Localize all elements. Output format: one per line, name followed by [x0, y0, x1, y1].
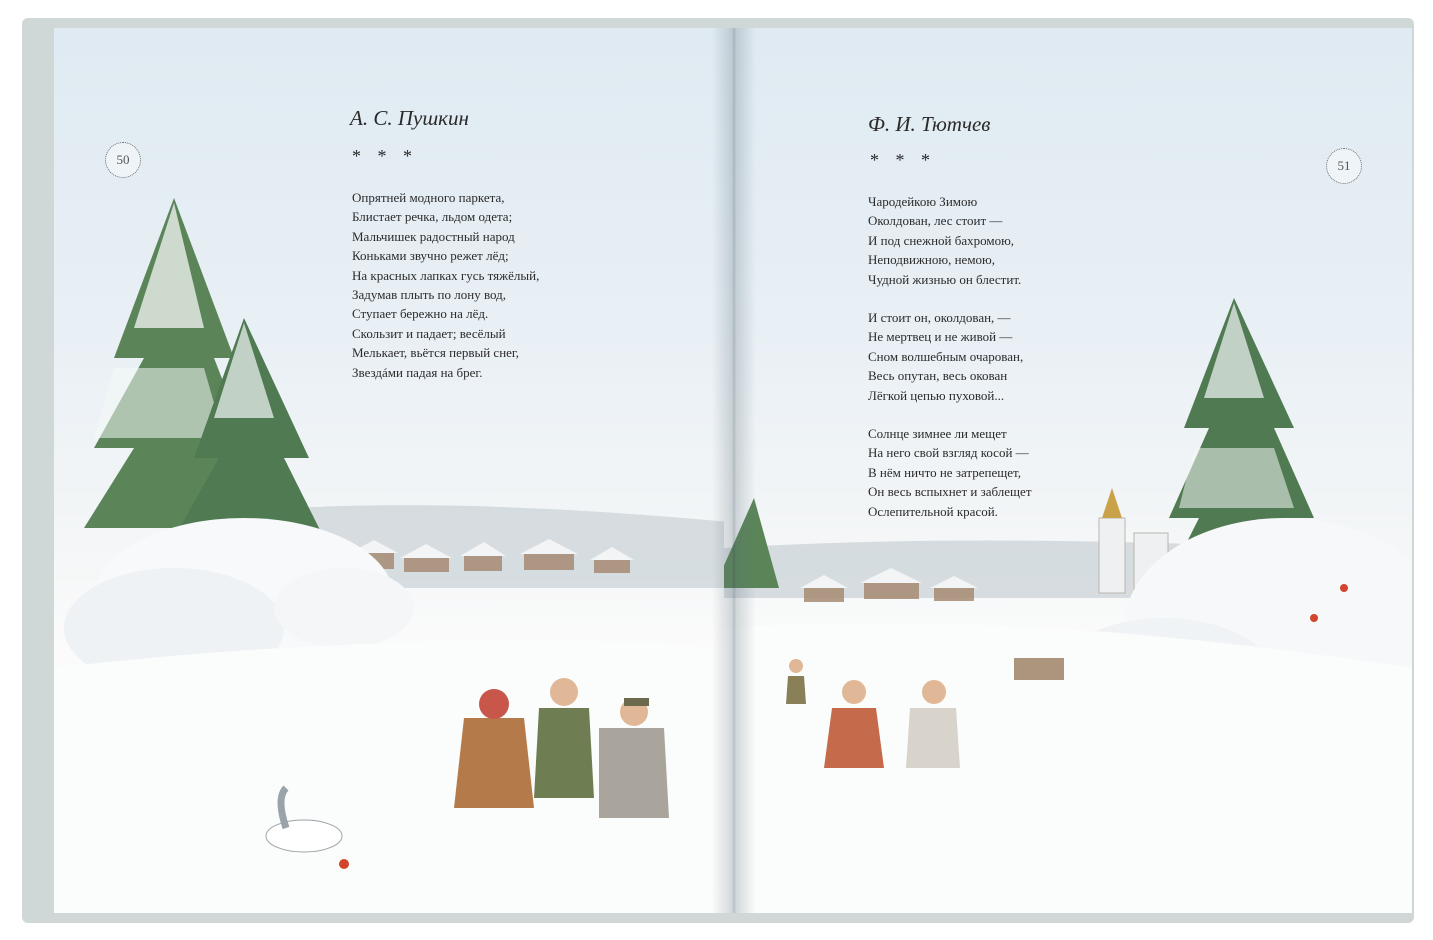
poem-line: Он весь вспыхнет и заблещет: [868, 484, 1032, 500]
poem-line: Звездáми падая на брег.: [352, 364, 483, 380]
book-gutter: [712, 28, 756, 913]
poem-author-left: А. С. Пушкин: [350, 106, 469, 130]
right-illustration: [724, 28, 1412, 913]
book-spread: [22, 18, 1414, 923]
poem-text-left: [352, 188, 539, 382]
poem-line: В нём ничто не затрепещет,: [868, 464, 1021, 480]
poem-line: Весь опутан, весь окован: [868, 368, 1008, 384]
poem-line: Не мертвец и не живой —: [868, 329, 1013, 345]
poem-stars-right: * * *: [870, 150, 936, 170]
children-group-left: [454, 678, 669, 818]
poem-line: Лёгкой цепью пуховой...: [868, 387, 1005, 403]
poem-line: Солнце зимнее ли мещет: [868, 426, 1007, 442]
poem-stars-left: * * *: [352, 146, 418, 166]
poem-stanza: [868, 192, 1032, 289]
poem-line: Чудной жизнью он блестит.: [868, 271, 1022, 287]
poem-line: На него свой взгляд косой —: [868, 445, 1029, 461]
poem-line: Сном волшебным очарован,: [868, 348, 1024, 364]
poem-line: Блистает речка, льдом одета;: [352, 209, 513, 225]
poem-line: Задумав плыть по лону вод,: [352, 287, 507, 303]
poem-line: Ступает бережно на лёд.: [352, 306, 489, 322]
poem-stanza: [868, 308, 1032, 405]
poem-line: И под снежной бахромою,: [868, 232, 1015, 248]
right-page: [724, 28, 1412, 913]
left-page: [54, 28, 740, 913]
page-number-left: 50: [105, 142, 141, 178]
poem-line: Мелькает, вьётся первый снег,: [352, 345, 520, 361]
poem-line: Скользит и падает; весёлый: [352, 325, 506, 341]
page-number-right: 51: [1326, 148, 1362, 184]
poem-line: И стоит он, околдован, —: [868, 310, 1011, 326]
poem-line: Коньками звучно режет лёд;: [352, 248, 509, 264]
poem-line: Чародейкою Зимою: [868, 194, 978, 209]
poem-text-right: [868, 192, 1032, 540]
poem-stanza: [868, 424, 1032, 521]
poem-line: Ослепительной красой.: [868, 503, 998, 519]
poem-line: На красных лапках гусь тяжёлый,: [352, 267, 540, 283]
poem-line: Опрятней модного паркета,: [352, 190, 505, 205]
poem-line: Мальчишек радостный народ: [352, 228, 515, 244]
poem-line: Околдован, лес стоит —: [868, 213, 1003, 229]
poem-author-right: Ф. И. Тютчев: [868, 112, 991, 136]
poem-line: Неподвижною, немою,: [868, 252, 996, 268]
pine-trees-left: [84, 198, 324, 538]
